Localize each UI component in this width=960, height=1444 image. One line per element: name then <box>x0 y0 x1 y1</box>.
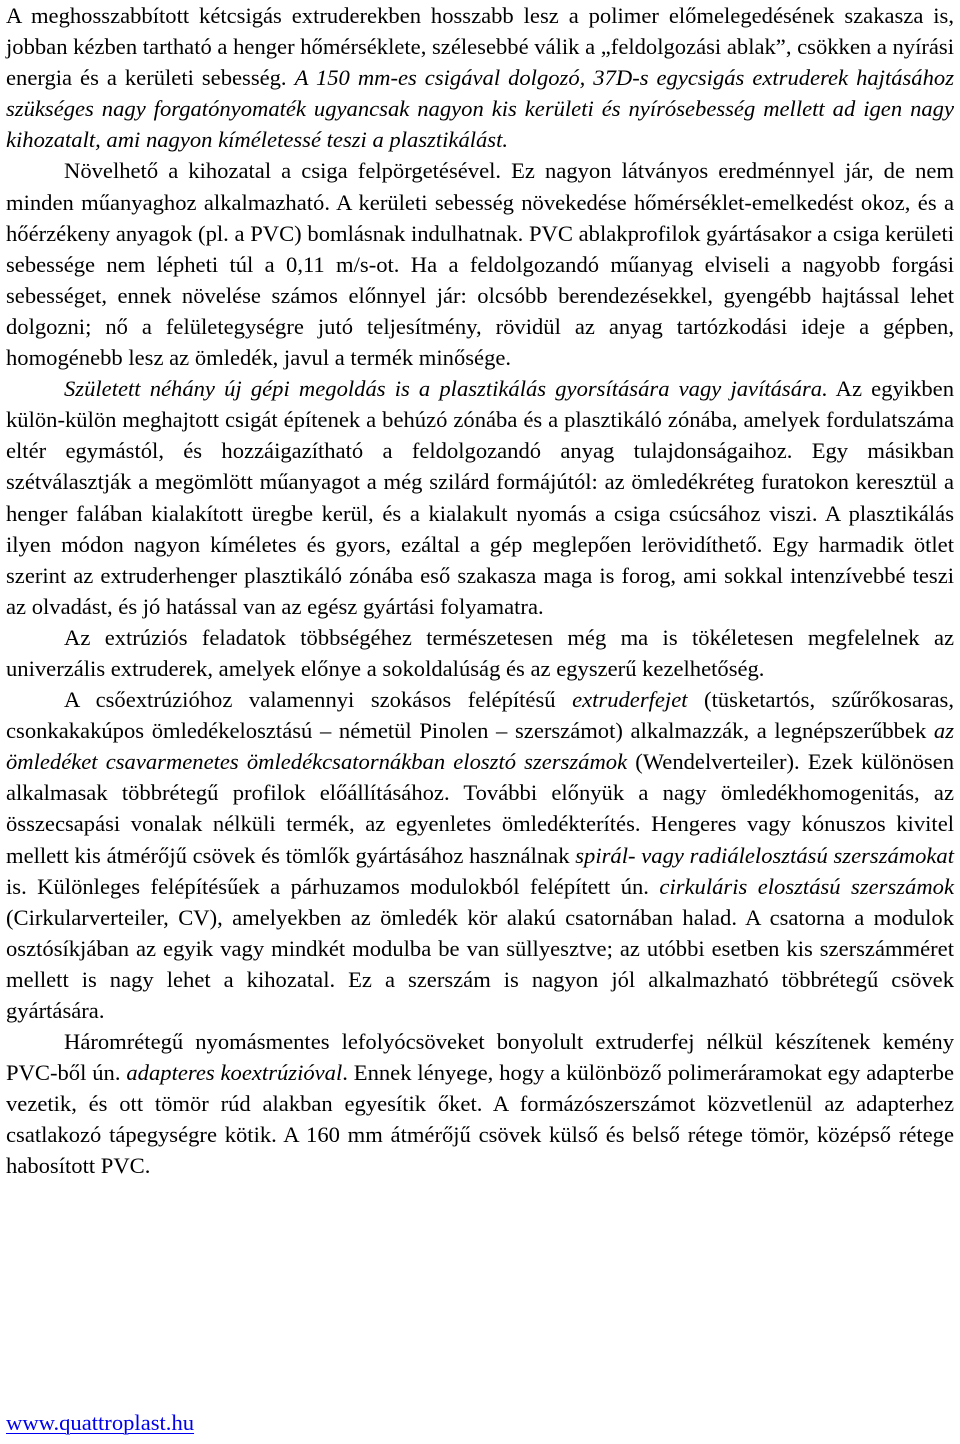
paragraph <box>6 373 954 622</box>
italic-text-run: Született néhány új gépi megoldás is a plasztikálás gyorsítására vagy javítására. <box>64 376 828 402</box>
text-run: (Cirkularverteiler, CV), amelyekben az ömledék kör alakú csatornában halad. A csatorna a modulok osztósíkjában az egyik vagy mindkét modulba be van süllyesztve; az utóbbi esetben kis szerszámméret mellett is nagy lehet a kihozatal. Ez a szerszám is nagyon jól alkalmazható többrétegű csövek gyártására. <box>6 904 954 1023</box>
text-run: Az egyikben külön-külön meghajtott csigát építenek a behúzó zónába és a plasztikáló zónába, amelyek fordulatszáma eltér egymástól, és hozzáigazítható a feldolgozandó anyag tulajdonságaihoz. Egy másikban szétválasztják a megömlött műanyagot a még szilárd formájútól: az ömledékréteg furatokon keresztül a henger falában kialakított üregbe kerül, és a kialakult nyomás a csiga csúcsához viszi. A plasztikálás ilyen módon nagyon kíméletes és gyors, ezáltal a gép meglepően lerövidíthető. Egy harmadik ötlet szerint az extruderhenger plasztikáló zónába eső szakasza maga is forog, ami sokkal intenzívebbé teszi az olvadást, és jó hatással van az egész gyártási folyamatra. <box>6 376 954 619</box>
italic-text-run: cirkuláris elosztású szerszámok <box>659 873 954 899</box>
italic-text-run: extruderfejet <box>572 687 688 713</box>
italic-text-run: spirál- vagy radiálelosztású szerszámokat <box>575 842 954 868</box>
italic-text-run: az ömledéket csavarmenetes ömledékcsatornákban elosztó szerszámok <box>6 718 954 775</box>
text-run: Háromrétegű nyomásmentes lefolyócsöveket bonyolult extruderfej nélkül készítenek kemény PVC-ből ún. <box>6 1029 954 1086</box>
paragraph <box>6 0 954 155</box>
paragraph <box>6 155 954 373</box>
paragraph <box>6 1026 954 1181</box>
italic-text-run: adapteres koextrúzióval <box>126 1060 343 1086</box>
text-run: . Ennek lényege, hogy a különböző polimeráramokat egy adapterbe vezetik, és ott tömör rúd alakban egyesítik őket. A formázószerszámot közvetlenül az adapterhez csatlakozó tápegységre kötik. A 160 mm átmérőjű csövek külső és belső rétege tömör, középső rétege habosított PVC. <box>6 1060 954 1179</box>
website-link[interactable]: www.quattroplast.hu <box>6 1410 195 1435</box>
paragraph <box>6 684 954 1026</box>
paragraph <box>6 622 954 684</box>
text-run: (tüsketartós, szűrőkosaras, csonkakakúpos ömledékelosztású – németül Pinolen – szerszámot) alkalmazzák, a legnépszerűbbek <box>6 687 954 744</box>
text-run: is. Különleges felépítésűek a párhuzamos modulokból felépített ún. <box>6 873 660 899</box>
text-run: A csőextrúzióhoz valamennyi szokásos felépítésű <box>64 687 573 713</box>
document-body <box>6 0 954 1182</box>
text-run: Növelhető a kihozatal a csiga felpörgetésével. Ez nagyon látványos eredménnyel jár, de nem minden műanyaghoz alkalmazható. A kerületi sebesség növekedése hőmérséklet-emelkedést okoz, és a hőérzékeny anyagok (pl. a PVC) bomlásnak indulhatnak. PVC ablakprofilok gyártásakor a csiga kerületi sebessége nem lépheti túl a 0,11 m/s-ot. Ha a feldolgozandó műanyag elviseli a nagyobb forgási sebességet, ennek növelése számos előnnyel jár: olcsóbb berendezésekkel, gyengébb hajtással lehet dolgozni; nő a felületegységre jutó teljesítmény, rövidül az anyag tartózkodási ideje a gépben, homogénebb lesz az ömledék, javul a termék minősége. <box>6 158 954 371</box>
text-run: Az extrúziós feladatok többségéhez természetesen még ma is tökéletesen megfelelnek az univerzális extruderek, amelyek előnye a sokoldalúság és az egyszerű kezelhetőség. <box>6 624 954 681</box>
italic-text-run: A 150 mm-es csigával dolgozó, 37D-s egycsigás extruderek hajtásához szükséges nagy forgatónyomaték ugyancsak nagyon kis kerületi és nyírósebesség mellett ad igen nagy kihozatalt, ami nagyon kíméletessé teszi a plasztikálást. <box>6 65 954 153</box>
text-run: A meghosszabbított kétcsigás extruderekben hosszabb lesz a polimer előmelegedésének szakasza is, jobban kézben tartható a henger hőmérséklete, szélesebbé válik a „feldolgozási ablak”, csökken a nyírási energia és a kerületi sebesség. <box>6 3 954 91</box>
text-run: (Wendelverteiler). Ezek különösen alkalmasak többrétegű profilok előállításához. További előnyük a nagy ömledékhomogenitás, az összecsapási vonalak nélküli termék, az egyenletes ömledékterítés. Hengeres vagy kónuszos kivitel mellett kis átmérőjű csövek és tömlők gyártásához használnak <box>6 749 954 868</box>
